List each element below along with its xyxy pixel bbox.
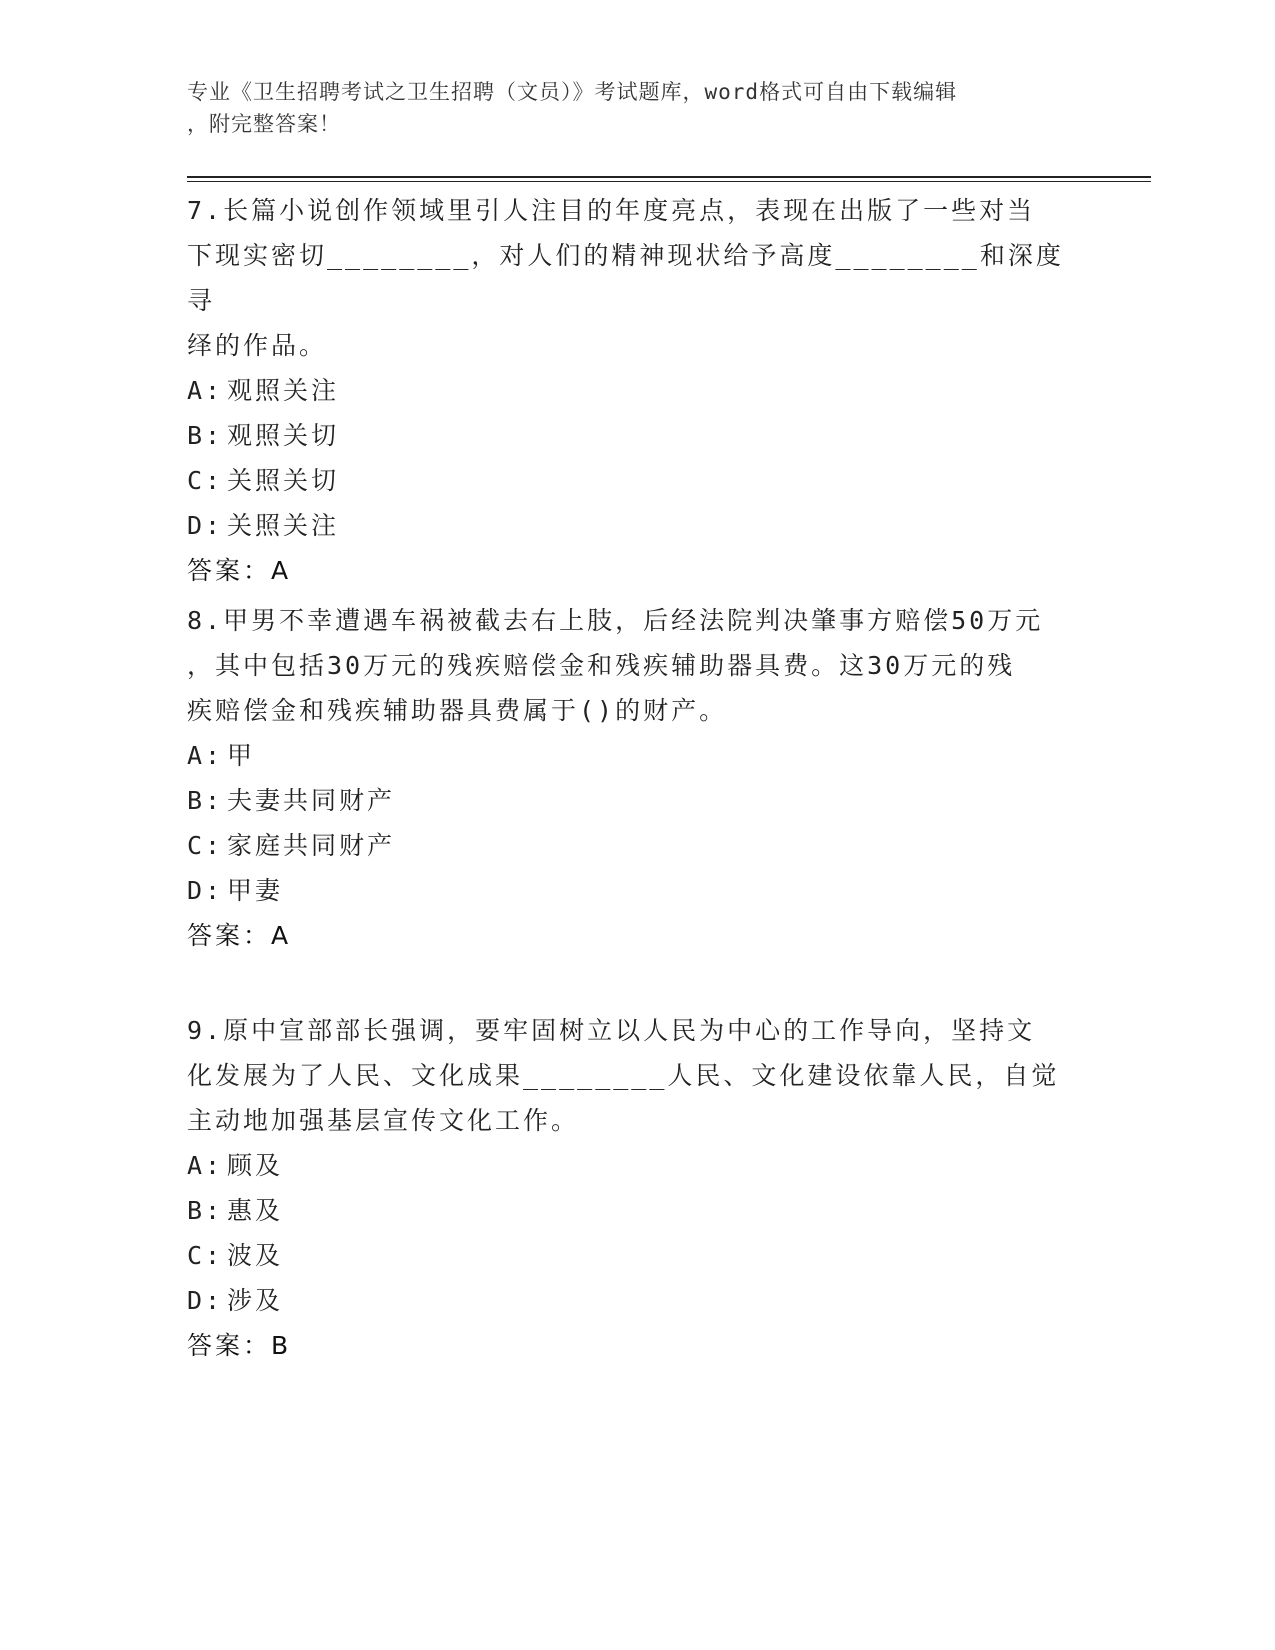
option-letter: C:: [187, 466, 224, 495]
option-letter: A:: [187, 741, 224, 770]
option-letter: B:: [187, 421, 224, 450]
option-b: [187, 778, 1087, 823]
option-text: 关照关切: [227, 466, 340, 495]
option-d: [187, 868, 1087, 913]
option-text: 夫妻共同财产: [227, 786, 396, 815]
option-text: 关照关注: [227, 511, 340, 540]
question-stem-line: 疾赔偿金和残疾辅助器具费属于()的财产。: [187, 696, 728, 725]
question-stem-line: 8.甲男不幸遭遇车祸被截去右上肢，后经法院判决肇事方赔偿50万元: [187, 606, 1044, 635]
answer-line: 答案：A: [187, 921, 292, 950]
option-text: 波及: [227, 1241, 284, 1270]
option-d: [187, 1278, 1087, 1323]
option-letter: C:: [187, 1241, 224, 1270]
document-header: [187, 76, 1087, 140]
question-stem-line: 下现实密切________，对人们的精神现状给予高度________和深度寻: [187, 241, 1064, 315]
option-a: [187, 733, 1087, 778]
option-letter: D:: [187, 1286, 224, 1315]
header-line-2: ，附完整答案！: [187, 112, 341, 136]
option-letter: D:: [187, 876, 224, 905]
option-text: 涉及: [227, 1286, 284, 1315]
question-stem-line: ，其中包括30万元的残疾赔偿金和残疾辅助器具费。这30万元的残: [187, 651, 1016, 680]
question-7: [187, 188, 1087, 593]
option-letter: B:: [187, 786, 224, 815]
question-stem-line: 化发展为了人民、文化成果________人民、文化建设依靠人民，自觉: [187, 1061, 1060, 1090]
option-c: [187, 823, 1087, 868]
question-9: [187, 1008, 1087, 1368]
option-b: [187, 413, 1087, 458]
answer-line: 答案：A: [187, 556, 292, 585]
header-line-1: 专业《卫生招聘考试之卫生招聘（文员）》考试题库，word格式可自由下载编辑: [187, 80, 958, 104]
question-stem-line: 主动地加强基层宣传文化工作。: [187, 1106, 580, 1135]
option-text: 甲: [227, 741, 256, 770]
option-c: [187, 458, 1087, 503]
option-text: 家庭共同财产: [227, 831, 396, 860]
option-letter: A:: [187, 376, 224, 405]
question-stem-line: 绎的作品。: [187, 331, 328, 360]
answer-line: 答案：B: [187, 1331, 292, 1360]
option-text: 观照关切: [227, 421, 340, 450]
option-b: [187, 1188, 1087, 1233]
option-text: 惠及: [227, 1196, 284, 1225]
header-divider-thick: [187, 176, 1151, 178]
header-divider-thin: [187, 181, 1151, 182]
option-letter: B:: [187, 1196, 224, 1225]
option-letter: C:: [187, 831, 224, 860]
option-a: [187, 1143, 1087, 1188]
option-letter: D:: [187, 511, 224, 540]
option-text: 观照关注: [227, 376, 340, 405]
option-d: [187, 503, 1087, 548]
question-stem-line: 7.长篇小说创作领域里引人注目的年度亮点，表现在出版了一些对当: [187, 196, 1036, 225]
option-text: 甲妻: [227, 876, 284, 905]
question-8: [187, 598, 1087, 958]
option-c: [187, 1233, 1087, 1278]
option-text: 顾及: [227, 1151, 284, 1180]
question-stem-line: 9.原中宣部部长强调，要牢固树立以人民为中心的工作导向，坚持文: [187, 1016, 1036, 1045]
option-letter: A:: [187, 1151, 224, 1180]
option-a: [187, 368, 1087, 413]
